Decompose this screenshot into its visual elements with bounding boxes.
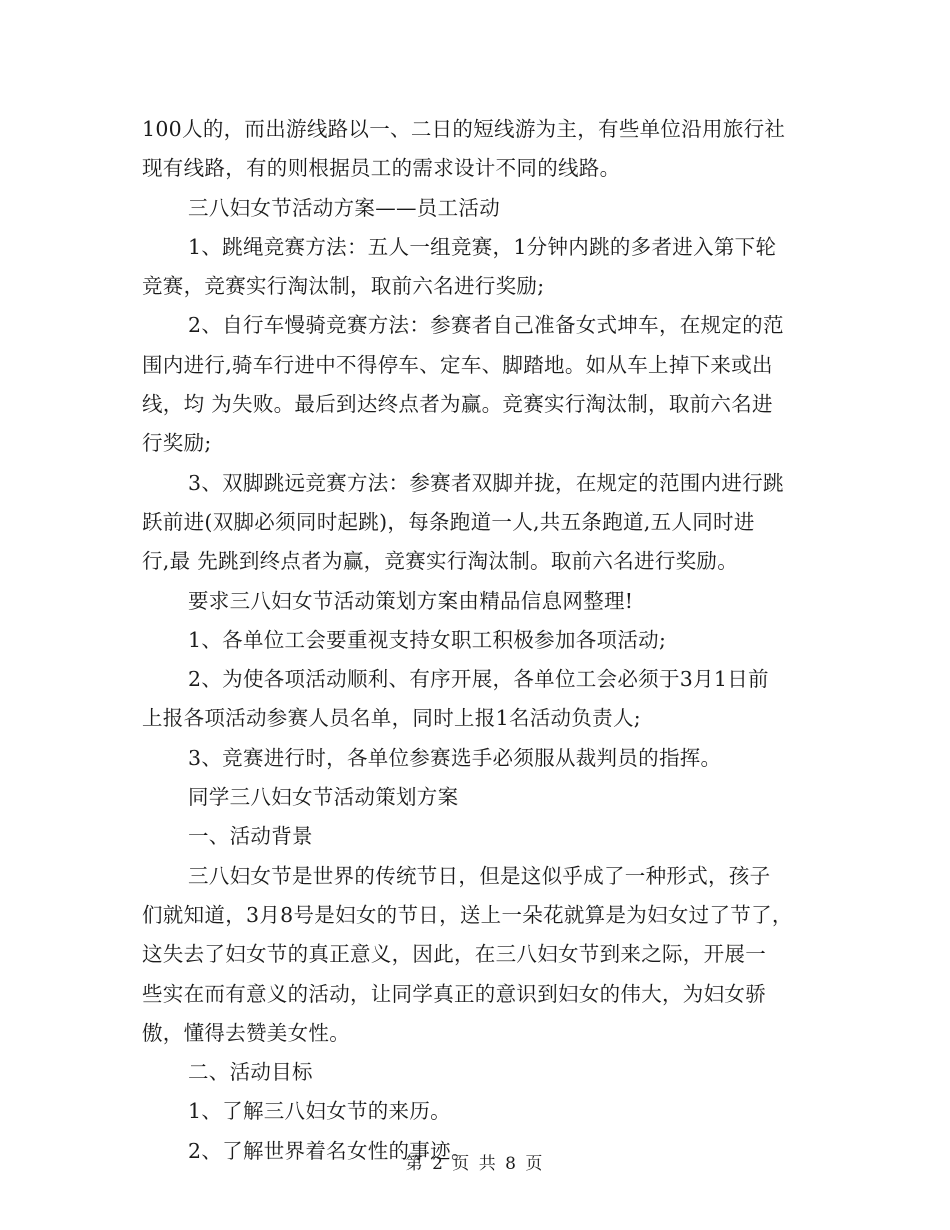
text-line: 这失去了妇女节的真正意义，因此，在三八妇女节到来之际，开展一 <box>142 942 766 967</box>
section-heading: 要求三八妇女节活动策划方案由精品信息网整理! <box>188 588 634 613</box>
text-line: 些实在而有意义的活动，让同学真正的意识到妇女的伟大，为妇女骄 <box>142 981 766 1006</box>
text-line: 们就知道，3月8号是妇女的节日，送上一朵花就算是为妇女过了节了， <box>142 902 793 927</box>
document-body <box>142 110 832 1171</box>
text-line: 傲，懂得去赞美女性。 <box>142 1020 350 1045</box>
text-line: 1、跳绳竞赛方法：五人一组竞赛，1分钟内跳的多者进入第下轮 <box>188 234 777 259</box>
section-heading: 三八妇女节活动方案——员工活动 <box>188 195 500 220</box>
text-line: 2、为使各项活动顺利、有序开展，各单位工会必须于3月1日前 <box>188 667 769 692</box>
text-line: 1、各单位工会要重视支持女职工积极参加各项活动; <box>188 627 667 652</box>
text-line: 3、竞赛进行时，各单位参赛选手必须服从裁判员的指挥。 <box>188 745 722 770</box>
text-line: 3、双脚跳远竞赛方法：参赛者双脚并拢，在规定的范围内进行跳 <box>188 470 784 495</box>
text-line: 现有线路，有的则根据员工的需求设计不同的线路。 <box>142 156 621 181</box>
text-line: 竞赛，竞赛实行淘汰制，取前六名进行奖励; <box>142 274 545 299</box>
text-line: 100人的，而出游线路以一、二日的短线游为主，有些单位沿用旅行社 <box>142 117 786 141</box>
page-number-footer: 第 2 页 共 8 页 <box>405 1154 545 1174</box>
text-line: 2、自行车慢骑竞赛方法：参赛者自己准备女式坤车，在规定的范 <box>188 313 784 338</box>
section-heading: 二、活动目标 <box>188 1060 313 1085</box>
text-line: 行奖励; <box>142 431 212 456</box>
section-heading: 一、活动背景 <box>188 824 313 849</box>
text-line: 2、了解世界着名女性的事迹。 <box>188 1138 472 1163</box>
section-heading: 同学三八妇女节活动策划方案 <box>188 785 459 810</box>
text-line: 线，均 为失败。最后到达终点者为赢。竞赛实行淘汰制，取前六名进 <box>142 392 773 417</box>
text-line: 跃前进(双脚必须同时起跳)，每条跑道一人,共五条跑道,五人同时进 <box>142 509 755 534</box>
text-line: 三八妇女节是世界的传统节日，但是这似乎成了一种形式，孩子 <box>188 863 771 888</box>
text-line: 行,最 先跳到终点者为赢，竞赛实行淘汰制。取前六名进行奖励。 <box>142 549 739 574</box>
text-line: 1、了解三八妇女节的来历。 <box>188 1099 451 1124</box>
text-line: 上报各项活动参赛人员名单，同时上报1名活动负责人; <box>142 706 641 731</box>
text-line: 围内进行,骑车行进中不得停车、定车、脚踏地。如从车上掉下来或出 <box>142 352 773 377</box>
